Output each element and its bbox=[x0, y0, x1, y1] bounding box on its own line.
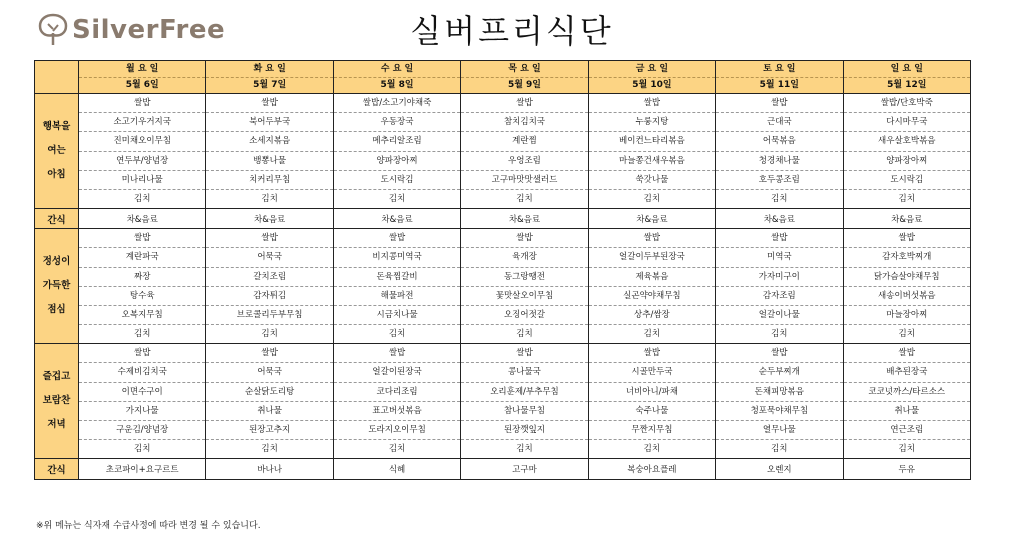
breakfast-label-line: 행복을 bbox=[42, 121, 71, 133]
menu-item: 쌀밥 bbox=[79, 229, 205, 248]
menu-item: 김치 bbox=[516, 193, 533, 204]
menu-item: 배추된장국 bbox=[844, 363, 970, 382]
menu-item: 순두부찌개 bbox=[716, 363, 842, 382]
snack-item: 바나나 bbox=[206, 459, 333, 480]
menu-item: 쌀밥 bbox=[79, 94, 205, 113]
snack-item: 식혜 bbox=[333, 459, 460, 480]
snack-item: 차&음료 bbox=[461, 209, 588, 229]
menu-item: 얼갈이두부된장국 bbox=[589, 248, 715, 267]
lunch-menu-cell bbox=[333, 229, 460, 344]
dinner-label-line: 보람찬 bbox=[42, 395, 71, 407]
menu-item: 청포묵야채무침 bbox=[716, 402, 842, 421]
menu-item: 쌀밥 bbox=[716, 344, 842, 363]
menu-item: 오리훈제/부추무침 bbox=[461, 383, 587, 402]
breakfast-menu-cell bbox=[333, 94, 460, 209]
lunch-row bbox=[35, 229, 971, 344]
menu-item: 새우살호박볶음 bbox=[844, 132, 970, 151]
menu-item: 무짠지무침 bbox=[589, 421, 715, 440]
snack-item: 차&음료 bbox=[206, 209, 333, 229]
day-date: 5월 10일 bbox=[632, 80, 672, 90]
menu-item: 육개장 bbox=[461, 248, 587, 267]
header-row bbox=[35, 61, 971, 94]
menu-item: 가지나물 bbox=[79, 402, 205, 421]
menu-item: 쌀밥 bbox=[716, 94, 842, 113]
menu-item: 청경채나물 bbox=[716, 152, 842, 171]
menu-item: 쌀밥 bbox=[716, 229, 842, 248]
menu-item: 갈치조림 bbox=[206, 268, 332, 287]
menu-item: 어묵국 bbox=[206, 363, 332, 382]
day-header bbox=[843, 61, 970, 94]
menu-item: 뱅뽕나물 bbox=[206, 152, 332, 171]
day-name: 목 요 일 bbox=[461, 61, 587, 78]
menu-item: 취나물 bbox=[206, 402, 332, 421]
menu-item: 우동장국 bbox=[334, 113, 460, 132]
breakfast-row bbox=[35, 94, 971, 209]
menu-item: 김치 bbox=[643, 444, 661, 455]
menu-item: 쌀밥 bbox=[206, 229, 332, 248]
menu-item: 코다리조림 bbox=[334, 383, 460, 402]
menu-item: 김치 bbox=[771, 444, 788, 455]
menu-item: 김치 bbox=[771, 329, 788, 340]
menu-item: 탕수육 bbox=[79, 287, 205, 306]
breakfast-label bbox=[35, 94, 79, 209]
menu-item: 닭가슴살야채무침 bbox=[844, 268, 970, 287]
menu-item: 쌀밥 bbox=[79, 344, 205, 363]
menu-item: 쌀밥 bbox=[844, 229, 970, 248]
menu-item: 새송이버섯볶음 bbox=[844, 287, 970, 306]
page-title: 실버프리식단 bbox=[410, 12, 614, 50]
menu-item: 쌀밥 bbox=[461, 344, 587, 363]
menu-item: 김치 bbox=[516, 329, 533, 340]
menu-item: 김치 bbox=[898, 329, 915, 340]
menu-item: 숙주나물 bbox=[589, 402, 715, 421]
footnote: ※위 메뉴는 식자재 수급사정에 따라 변경 될 수 있습니다. bbox=[36, 521, 261, 531]
menu-item: 미나리나물 bbox=[79, 171, 205, 190]
dinner-menu-cell bbox=[843, 344, 970, 459]
day-date: 5월 8일 bbox=[380, 80, 414, 90]
menu-item: 마늘장아찌 bbox=[844, 306, 970, 325]
dinner-menu-cell bbox=[461, 344, 588, 459]
snack-item: 오렌지 bbox=[716, 459, 843, 480]
dinner-row bbox=[35, 344, 971, 459]
menu-item: 참나물무침 bbox=[461, 402, 587, 421]
menu-item: 오징어젓갈 bbox=[461, 306, 587, 325]
snack-item: 차&음료 bbox=[716, 209, 843, 229]
snack-item: 차&음료 bbox=[588, 209, 715, 229]
dinner-label-line: 즐겁고 bbox=[42, 371, 71, 383]
menu-item: 시골만두국 bbox=[589, 363, 715, 382]
corner-cell bbox=[35, 61, 79, 94]
lunch-menu-cell bbox=[461, 229, 588, 344]
day-name: 월 요 일 bbox=[79, 61, 205, 78]
menu-item: 콩나물국 bbox=[461, 363, 587, 382]
menu-item: 마늘쫑건새우볶음 bbox=[589, 152, 715, 171]
breakfast-label-line: 아침 bbox=[47, 169, 66, 181]
menu-item: 쌀밥 bbox=[844, 344, 970, 363]
menu-item: 쌀밥 bbox=[334, 229, 460, 248]
menu-item: 김치 bbox=[388, 329, 406, 340]
menu-item: 상추/쌈장 bbox=[589, 306, 715, 325]
menu-item: 치커리무침 bbox=[206, 171, 332, 190]
lunch-menu-cell bbox=[588, 229, 715, 344]
menu-item: 오복지무침 bbox=[79, 306, 205, 325]
breakfast-label-line: 여는 bbox=[47, 145, 66, 157]
menu-item: 쌀밥/단호박죽 bbox=[844, 94, 970, 113]
menu-item: 김치 bbox=[898, 193, 915, 204]
menu-item: 쌀밥 bbox=[334, 344, 460, 363]
menu-item: 감자튀김 bbox=[206, 287, 332, 306]
menu-item: 우엉조림 bbox=[461, 152, 587, 171]
lunch-label-line: 점심 bbox=[47, 304, 66, 316]
day-date: 5월 9일 bbox=[507, 80, 541, 90]
menu-item: 김치 bbox=[388, 444, 406, 455]
dinner-label bbox=[35, 344, 79, 459]
dinner-menu-cell bbox=[716, 344, 843, 459]
day-name: 일 요 일 bbox=[844, 61, 970, 78]
day-date: 5월 6일 bbox=[125, 80, 159, 90]
snack-item: 초코파이+요구르트 bbox=[79, 459, 206, 480]
menu-item: 김치 bbox=[133, 193, 151, 204]
menu-item: 감자조림 bbox=[716, 287, 842, 306]
menu-item: 해물파전 bbox=[334, 287, 460, 306]
menu-item: 순살닭도리탕 bbox=[206, 383, 332, 402]
day-date: 5월 7일 bbox=[253, 80, 287, 90]
menu-item: 김치 bbox=[643, 193, 661, 204]
menu-item: 계란파국 bbox=[79, 248, 205, 267]
menu-item: 이면수구이 bbox=[79, 383, 205, 402]
menu-item: 어묵국 bbox=[206, 248, 332, 267]
menu-item: 진미채오이무침 bbox=[79, 132, 205, 151]
menu-item: 쑥갓나물 bbox=[589, 171, 715, 190]
logo-text: SilverFree bbox=[72, 15, 226, 45]
menu-item: 돈육찜갈비 bbox=[334, 268, 460, 287]
breakfast-menu-cell bbox=[716, 94, 843, 209]
menu-item: 짜장 bbox=[79, 268, 205, 287]
day-date: 5월 11일 bbox=[759, 80, 799, 90]
menu-item: 얼갈이된장국 bbox=[334, 363, 460, 382]
menu-item: 쌀밥 bbox=[461, 229, 587, 248]
menu-item: 쌀밥/소고기야채죽 bbox=[334, 94, 460, 113]
dinner-label-line: 저녁 bbox=[47, 419, 66, 431]
menu-item: 양파장아찌 bbox=[844, 152, 970, 171]
lunch-label-line: 정성이 bbox=[42, 256, 71, 268]
menu-item: 쌀밥 bbox=[206, 344, 332, 363]
day-header bbox=[716, 61, 843, 94]
day-name: 토 요 일 bbox=[716, 61, 842, 78]
menu-item: 얼갈이나물 bbox=[716, 306, 842, 325]
menu-item: 양파장아찌 bbox=[334, 152, 460, 171]
breakfast-menu-cell bbox=[588, 94, 715, 209]
menu-item: 김치 bbox=[771, 193, 788, 204]
menu-item: 김치 bbox=[388, 193, 406, 204]
menu-item: 김치 bbox=[261, 444, 278, 455]
menu-item: 된장고추지 bbox=[206, 421, 332, 440]
day-header bbox=[333, 61, 460, 94]
menu-item: 북어두부국 bbox=[206, 113, 332, 132]
menu-item: 쌀밥 bbox=[589, 94, 715, 113]
snack-item: 차&음료 bbox=[843, 209, 970, 229]
snack-item: 복숭아요플레 bbox=[588, 459, 715, 480]
lunch-menu-cell bbox=[716, 229, 843, 344]
menu-item: 메추리알조림 bbox=[334, 132, 460, 151]
menu-item: 계란찜 bbox=[461, 132, 587, 151]
menu-item: 쌀밥 bbox=[206, 94, 332, 113]
snack-item: 고구마 bbox=[461, 459, 588, 480]
breakfast-menu-cell bbox=[79, 94, 206, 209]
menu-item: 취나물 bbox=[844, 402, 970, 421]
menu-item: 김치 bbox=[261, 329, 278, 340]
lunch-menu-cell bbox=[206, 229, 333, 344]
breakfast-menu-cell bbox=[206, 94, 333, 209]
menu-item: 김치 bbox=[261, 193, 278, 204]
menu-item: 도시락김 bbox=[844, 171, 970, 190]
day-name: 수 요 일 bbox=[334, 61, 460, 78]
menu-item: 소고기우거지국 bbox=[79, 113, 205, 132]
snack-row bbox=[35, 459, 971, 480]
menu-item: 동그랑땡전 bbox=[461, 268, 587, 287]
menu-item: 어묵볶음 bbox=[716, 132, 842, 151]
menu-item: 브로콜리두부무침 bbox=[206, 306, 332, 325]
dinner-menu-cell bbox=[79, 344, 206, 459]
dinner-menu-cell bbox=[333, 344, 460, 459]
snack-item: 차&음료 bbox=[333, 209, 460, 229]
menu-item: 가자미구이 bbox=[716, 268, 842, 287]
menu-item: 꽃맛살오이무침 bbox=[461, 287, 587, 306]
menu-item: 표고버섯볶음 bbox=[334, 402, 460, 421]
menu-item: 너비아니/파채 bbox=[589, 383, 715, 402]
snack-label: 간식 bbox=[35, 209, 79, 229]
menu-item: 비지콩미역국 bbox=[334, 248, 460, 267]
lunch-label-line: 가득한 bbox=[42, 280, 71, 292]
menu-item: 근대국 bbox=[716, 113, 842, 132]
day-header bbox=[206, 61, 333, 94]
menu-item: 쌀밥 bbox=[461, 94, 587, 113]
menu-item: 소세지볶음 bbox=[206, 132, 332, 151]
menu-item: 참치김치국 bbox=[461, 113, 587, 132]
menu-item: 쌀밥 bbox=[589, 229, 715, 248]
menu-item: 제육볶음 bbox=[589, 268, 715, 287]
menu-item: 시금치나물 bbox=[334, 306, 460, 325]
menu-item: 고구마맛맛샐러드 bbox=[461, 171, 587, 190]
menu-item: 김치 bbox=[643, 329, 661, 340]
menu-item: 김치 bbox=[133, 444, 151, 455]
menu-item: 돈채피망볶음 bbox=[716, 383, 842, 402]
snack-row bbox=[35, 209, 971, 229]
menu-item: 김치 bbox=[516, 444, 533, 455]
lunch-menu-cell bbox=[843, 229, 970, 344]
menu-item: 도라지오이무침 bbox=[334, 421, 460, 440]
menu-item: 감자호박찌개 bbox=[844, 248, 970, 267]
menu-item: 실곤약야채무침 bbox=[589, 287, 715, 306]
dinner-menu-cell bbox=[206, 344, 333, 459]
snack-item: 차&음료 bbox=[79, 209, 206, 229]
day-date: 5월 12일 bbox=[887, 80, 927, 90]
lunch-menu-cell bbox=[79, 229, 206, 344]
day-name: 화 요 일 bbox=[206, 61, 332, 78]
day-header bbox=[461, 61, 588, 94]
lunch-label bbox=[35, 229, 79, 344]
day-header bbox=[79, 61, 206, 94]
menu-item: 미역국 bbox=[716, 248, 842, 267]
menu-item: 김치 bbox=[133, 329, 151, 340]
menu-item: 베이컨느타리볶음 bbox=[589, 132, 715, 151]
snack-label: 간식 bbox=[35, 459, 79, 480]
meal-schedule-table bbox=[34, 60, 971, 480]
breakfast-menu-cell bbox=[843, 94, 970, 209]
day-name: 금 요 일 bbox=[589, 61, 715, 78]
snack-item: 두유 bbox=[843, 459, 970, 480]
menu-item: 열무나물 bbox=[716, 421, 842, 440]
breakfast-menu-cell bbox=[461, 94, 588, 209]
menu-item: 쌀밥 bbox=[589, 344, 715, 363]
menu-item: 누룽지탕 bbox=[589, 113, 715, 132]
menu-item: 수제비김치국 bbox=[79, 363, 205, 382]
menu-item: 된장깻잎지 bbox=[461, 421, 587, 440]
menu-item: 다시마무국 bbox=[844, 113, 970, 132]
menu-item: 코코넛까스/타르소스 bbox=[844, 383, 970, 402]
menu-item: 구운김/양념장 bbox=[79, 421, 205, 440]
menu-item: 연두부/양념장 bbox=[79, 152, 205, 171]
menu-item: 호두콩조림 bbox=[716, 171, 842, 190]
menu-item: 연근조림 bbox=[844, 421, 970, 440]
dinner-menu-cell bbox=[588, 344, 715, 459]
day-header bbox=[588, 61, 715, 94]
menu-item: 김치 bbox=[898, 444, 915, 455]
menu-item: 도시락김 bbox=[334, 171, 460, 190]
